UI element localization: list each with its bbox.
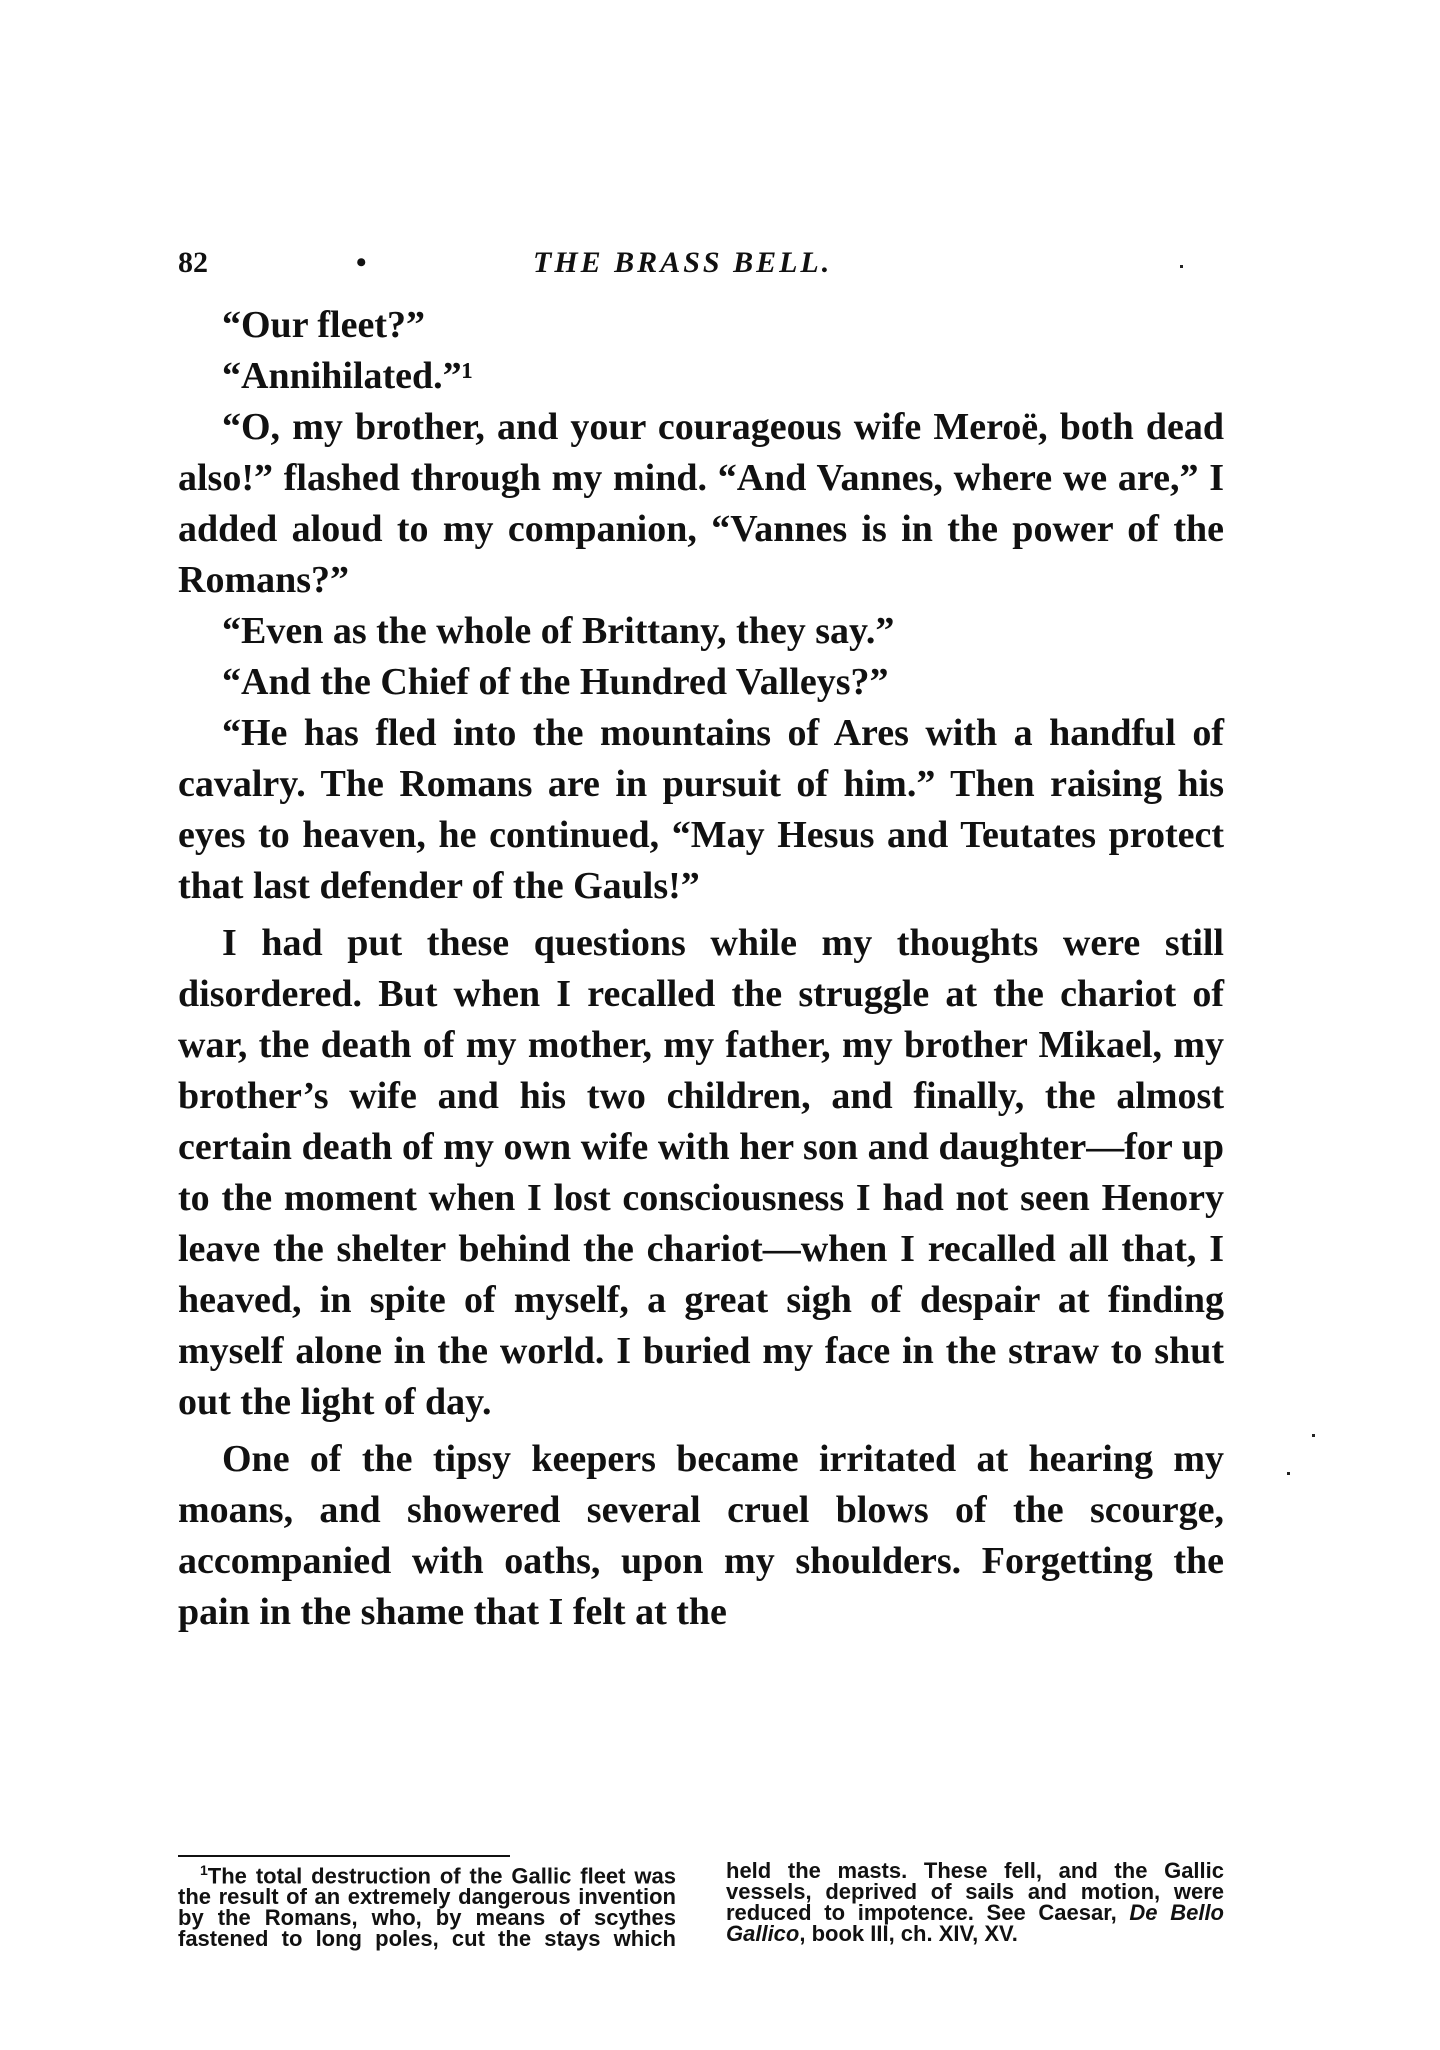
paragraph: “Annihilated.”¹ (222, 355, 474, 397)
footnote (178, 1858, 1224, 1952)
footnote-rule (178, 1855, 510, 1857)
paragraph: One of the tipsy keepers became irritated at hearing my moans, and showered several cruel blows of the scourge, accompanied with oaths, upon my shoulders. Forgetting the pain in the shame that I felt at the (178, 1438, 1224, 1633)
paragraph: “And the Chief of the Hundred Valleys?” (222, 661, 889, 703)
paragraph: “He has fled into the mountains of Ares with a handful of cavalry. The Romans are in pursuit of him.” Then raising his eyes to heaven, he continued, “May Hesus and Teutates protect that last defender of the Gauls!” (178, 712, 1224, 907)
body-text (178, 300, 1224, 1638)
footnote-body: The total destruction of the Gallic fleet was the result of an extremely dangerous invention by the Romans, who, by means of scythes fastened to long poles, cut the stays which held the masts. These fell, and the Gallic vessels, deprived of sails and motion, were reduced to impotence. See Caesar, (178, 1858, 1224, 1952)
footnote-text (178, 1858, 1224, 1952)
page-header (178, 246, 1228, 286)
paragraph: “Our fleet?” (222, 304, 425, 346)
paragraph: “O, my brother, and your courageous wife Meroë, both dead also!” flashed through my mind. “And Vannes, where we are,” I added aloud to my companion, “Vannes is in the power of the Romans?” (178, 406, 1224, 601)
scan-speck (1180, 265, 1183, 268)
paragraph: “Even as the whole of Brittany, they say.” (222, 610, 895, 652)
footnote-body-end: , book III, ch. XIV, XV. (799, 1921, 1018, 1946)
running-title: THE BRASS BELL. (533, 246, 833, 279)
footnote-marker: 1 (200, 1862, 208, 1878)
scan-speck (1312, 1434, 1315, 1437)
paragraph: I had put these questions while my thoughts were still disordered. But when I recalled the struggle at the chariot of war, the death of my mother, my father, my brother Mikael, my brother’s wife and his two children, and finally, the almost certain death of my own wife with her son and daughter—for up to the moment when I lost consciousness I had not seen Henory leave the shelter behind the chariot—when I recalled all that, I heaved, in spite of myself, a great sigh of despair at finding myself alone in the world. I buried my face in the straw to shut out the light of day. (178, 922, 1224, 1423)
header-dot: • (356, 246, 367, 279)
page-number: 82 (178, 246, 208, 279)
scan-speck (1287, 1472, 1290, 1475)
footnote-citation: De Bello Gallico (726, 1900, 1224, 1946)
